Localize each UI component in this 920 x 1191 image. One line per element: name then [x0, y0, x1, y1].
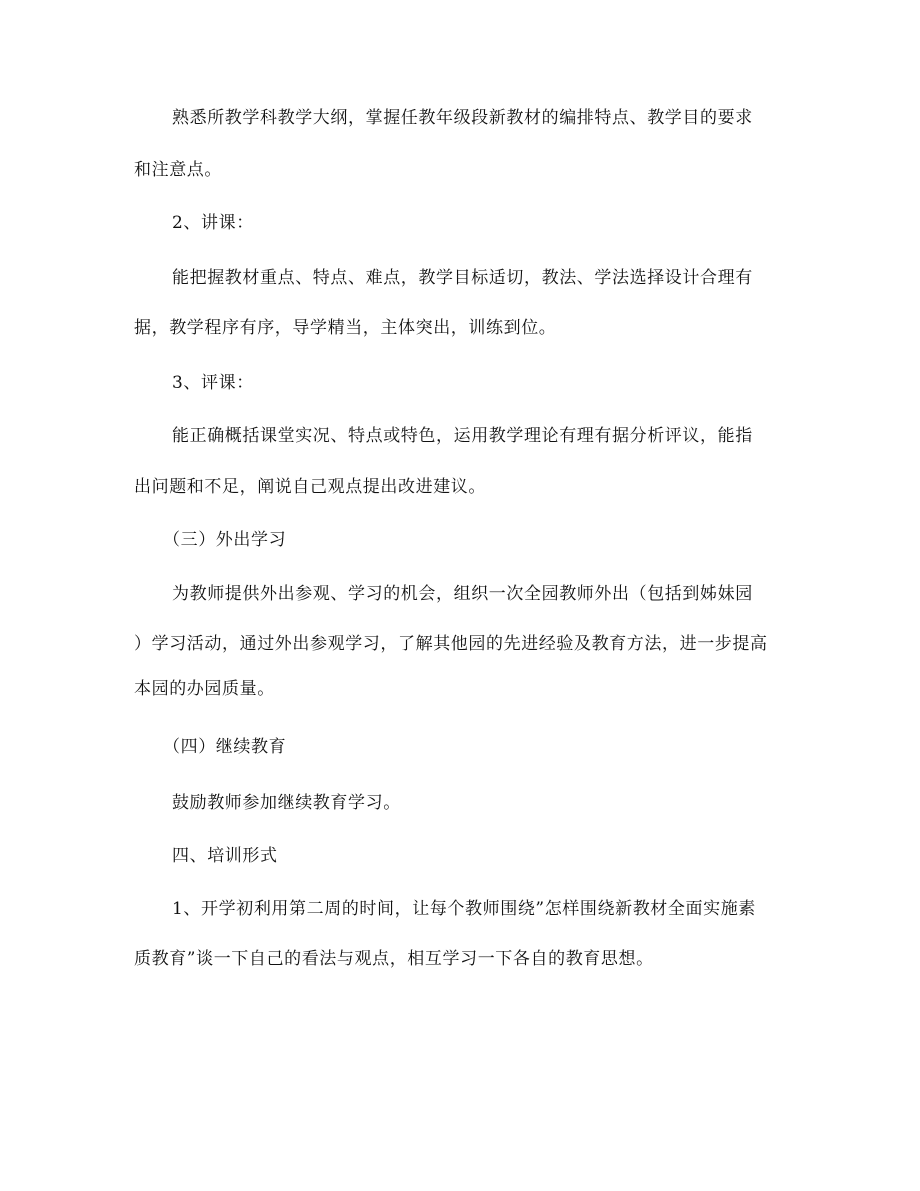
paragraph-line: 质教育”谈一下自己的看法与观点，相互学习一下各自的教育思想。 [134, 949, 654, 969]
section-heading: 3、评课： [172, 373, 254, 393]
paragraph-line: 能把握教材重点、特点、难点，教学目标适切，教法、学法选择设计合理有 [172, 268, 753, 288]
paragraph-line: 和注意点。 [134, 160, 222, 180]
paragraph-line: 能正确概括课堂实况、特点或特色，运用教学理论有理有据分析评议，能指 [172, 426, 753, 446]
section-heading: 2、讲课： [172, 213, 254, 233]
paragraph-line: 出问题和不足，阐说自己观点提出改进建议。 [134, 477, 486, 497]
paragraph-line: 熟悉所教学科教学大纲，掌握任教年级段新教材的编排特点、教学目的要求 [172, 108, 753, 128]
section-heading: （四）继续教育 [163, 737, 287, 757]
paragraph-line: ）学习活动，通过外出参观学习，了解其他园的先进经验及教育方法，进一步提高 [134, 634, 768, 654]
section-heading: 四、培训形式 [172, 846, 278, 866]
paragraph-line: 鼓励教师参加继续教育学习。 [172, 793, 401, 813]
section-heading: （三）外出学习 [163, 530, 287, 550]
paragraph-line: 据，教学程序有序，导学精当，主体突出，训练到位。 [134, 318, 557, 338]
paragraph-line: 为教师提供外出参观、学习的机会，组织一次全园教师外出（包括到姊妹园 [172, 584, 753, 604]
paragraph-line: 1、开学初利用第二周的时间，让每个教师围绕”怎样围绕新教材全面实施素 [172, 899, 756, 919]
paragraph-line: 本园的办园质量。 [134, 679, 275, 699]
